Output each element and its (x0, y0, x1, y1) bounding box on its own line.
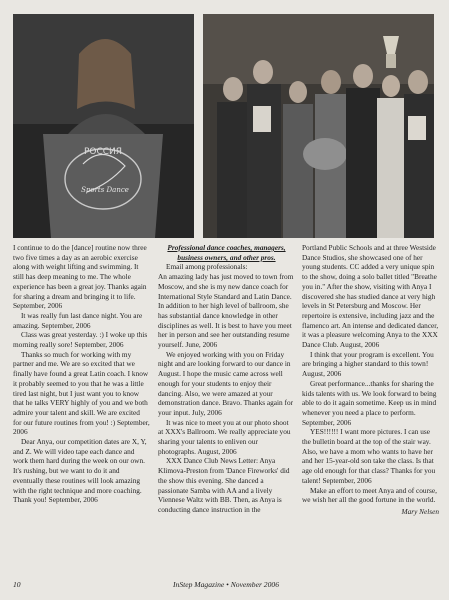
photo-group-award-ceremony (203, 14, 434, 238)
paragraph: Portland Public Schools and at three Westside Dance Studios, she showcased one of her young students. CC added a very unique spin to the show, doing a solo ballet titled "Breathe you in." After the show, visiting with Anya I discovered she has studied dance at very high levels in St Petersburg and Moscow. Her repertoire is extensive, including jazz and the flamenco art. An intense and dedicated dancer, it was a pleasure welcoming Anya to the XXX Dance Club. August, 2006 (302, 243, 439, 350)
publication-issue: InStep Magazine • November 2006 (173, 580, 279, 589)
paragraph: I continue to do the [dance] routine now three two five times a day as an aerobic exercise along with weight lifting and swimming. It still has deep meaning to me. The whole experience has been a great joy. Thanks again for sharing a dream and bringing it to life. September, 2006 (13, 243, 147, 311)
paragraph: XXX Dance Club News Letter: Anya Klimova-Preston from 'Dance Fireworks' did the show this evening. She danced a passionate Samba with AA and a lively Viennese Waltz with BB. Then, as Anya is conducting dance instruction in the (158, 456, 290, 514)
author-signature: Mary Nelsen (401, 506, 439, 516)
emblem-text-russia: РОССИЯ (83, 147, 123, 157)
photo-speaker-at-podium (13, 14, 194, 238)
page-footer (13, 580, 439, 592)
paragraph: YES!!!!!! I want more pictures. I can use the bulletin board at the top of the stair way. Also, we have a mom who wants to have her and her 15-year-old son take the class. Is that age old enough for that class? Thanks for you talent! September, 2006 (302, 427, 436, 485)
paragraph: Dear Anya, our competition dates are X, Y, and Z. We will video tape each dance and work them hard during the week on our own. It's rushing, but we want to do it and eventually these routines will look amazing with the right technique and more coaching. Thank you! September, 2006 (13, 437, 147, 505)
paragraph: Make an effort to meet Anya and of course, we wish her all the good fortune in the world. (302, 485, 437, 505)
article-columns (13, 243, 439, 575)
section-heading: Professional dance coaches, managers, business owners, and other pros. (167, 243, 286, 262)
paragraph: Email among professionals: (166, 262, 248, 272)
article-column-2 (158, 243, 295, 575)
page-number: 10 (13, 580, 21, 589)
paragraph: Class was great yesterday. :) I woke up this morning really sore! September, 2006 (13, 330, 148, 350)
paragraph: It was nice to meet you at our photo shoot at XXX's Ballroom. We really appreciate you sharing your talents to enliven our photographs. August, 2006 (158, 417, 291, 456)
paragraph: Great performance...thanks for sharing the kids talents with us. We look forward to being able to do it again sometime. Keep us in mind whenever you need a place to perform. September, 2006 (302, 378, 437, 427)
paragraph: Thanks so much for working with my partner and me. We are so excited that we finally have found a great Latin coach. I know it probably seemed to you that he was a little tired last night, but I just want you to know that he talks VERY highly of you and we both admire your talent and skill. We are excited for our future routines from you! :) September, 2006 (13, 349, 150, 437)
article-column-3 (302, 243, 439, 575)
article-column-1 (13, 243, 150, 575)
paragraph: An amazing lady has just moved to town from Moscow, and she is my new dance coach for International Style Standard and Latin Dance. In addition to her high level of ballroom, she has substantial dance knowledge in other disciplines as well. It is best to have you meet her in person and see her outstanding resume yourself. June, 2006 (158, 272, 294, 350)
emblem-text-sports-dance: Sports Dance (81, 186, 129, 194)
paragraph: It was really fun last dance night. You are amazing. September, 2006 (13, 310, 143, 330)
paragraph: We enjoyed working with you on Friday night and are looking forward to our dance in August. I hope the music came across well enough for your students to enjoy their dancing. Also, we were amazed at your demonstration dance. Bravo. Thanks again for your input. July, 2006 (158, 349, 294, 417)
paragraph: I think that your program is excellent. You are bringing a higher standard to this town! August, 2006 (302, 349, 434, 379)
